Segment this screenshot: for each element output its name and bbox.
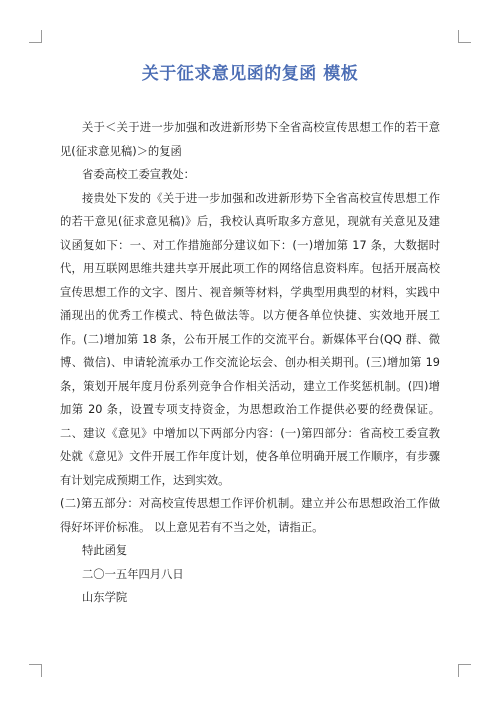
crop-mark-top-right (458, 30, 471, 43)
closing: 特此函复 (82, 544, 128, 557)
subject-line: 关于＜关于进一步加强和改进新形势下全省高校宣传思想工作的若干意见(征求意见稿)＞的复函 (60, 121, 440, 158)
document-title: 关于征求意见函的复函 模板 (141, 64, 359, 84)
signature: 山东学院 (82, 591, 128, 604)
recipient: 省委高校工委宣教处： (82, 168, 195, 181)
crop-mark-bottom-right (458, 664, 471, 677)
body-paragraph-2: (二)第五部分：对高校宣传思想工作评价机制。建立并公布思想政治工作做得好坏评价标准。 以上意见若有不当之处，请指正。 (60, 497, 440, 534)
body-paragraph-1: 接贵处下发的《关于进一步加强和改进新形势下全省高校宣传思想工作的若干意见(征求意见稿)》后，我校认真听取多方意见，现就有关意见及建议函复如下：一、对工作措施部分建议如下：(一)增加第 17 条，大数据时代，用互联网思维共建共享开展此项工作的网络信息资料库。包括开展高校宣传思想工作的文字、图片、视音频等材料，学典型用典型的材料，实践中涌现出的优秀工作模式、特色做法等。以方便各单位快捷、实效地开展工作。(二)增加第 18 条，公布开展工作的交流平台。新媒体平台(QQ 群、微博、微信)、申请轮流承办工作交流论坛会、创办相关期刊。(三)增加第 19 条，策划开展年度月份系列竞争合作相关活动，建立工作奖惩机制。(四)增加第 20 条，设置专项支持资金，为思想政治工作提供必要的经费保证。二、建议《意见》中增加以下两部分内容：(一)第四部分：省高校工委宣教处就《意见》文件开展工作年度计划，使各单位明确开展工作顺序，有步骤有计划完成预期工作，达到实效。 (60, 191, 440, 487)
date: 二〇一五年四月八日 (82, 567, 184, 581)
crop-mark-top-left (29, 30, 42, 43)
crop-mark-bottom-left (29, 664, 42, 677)
document-page (60, 62, 440, 610)
